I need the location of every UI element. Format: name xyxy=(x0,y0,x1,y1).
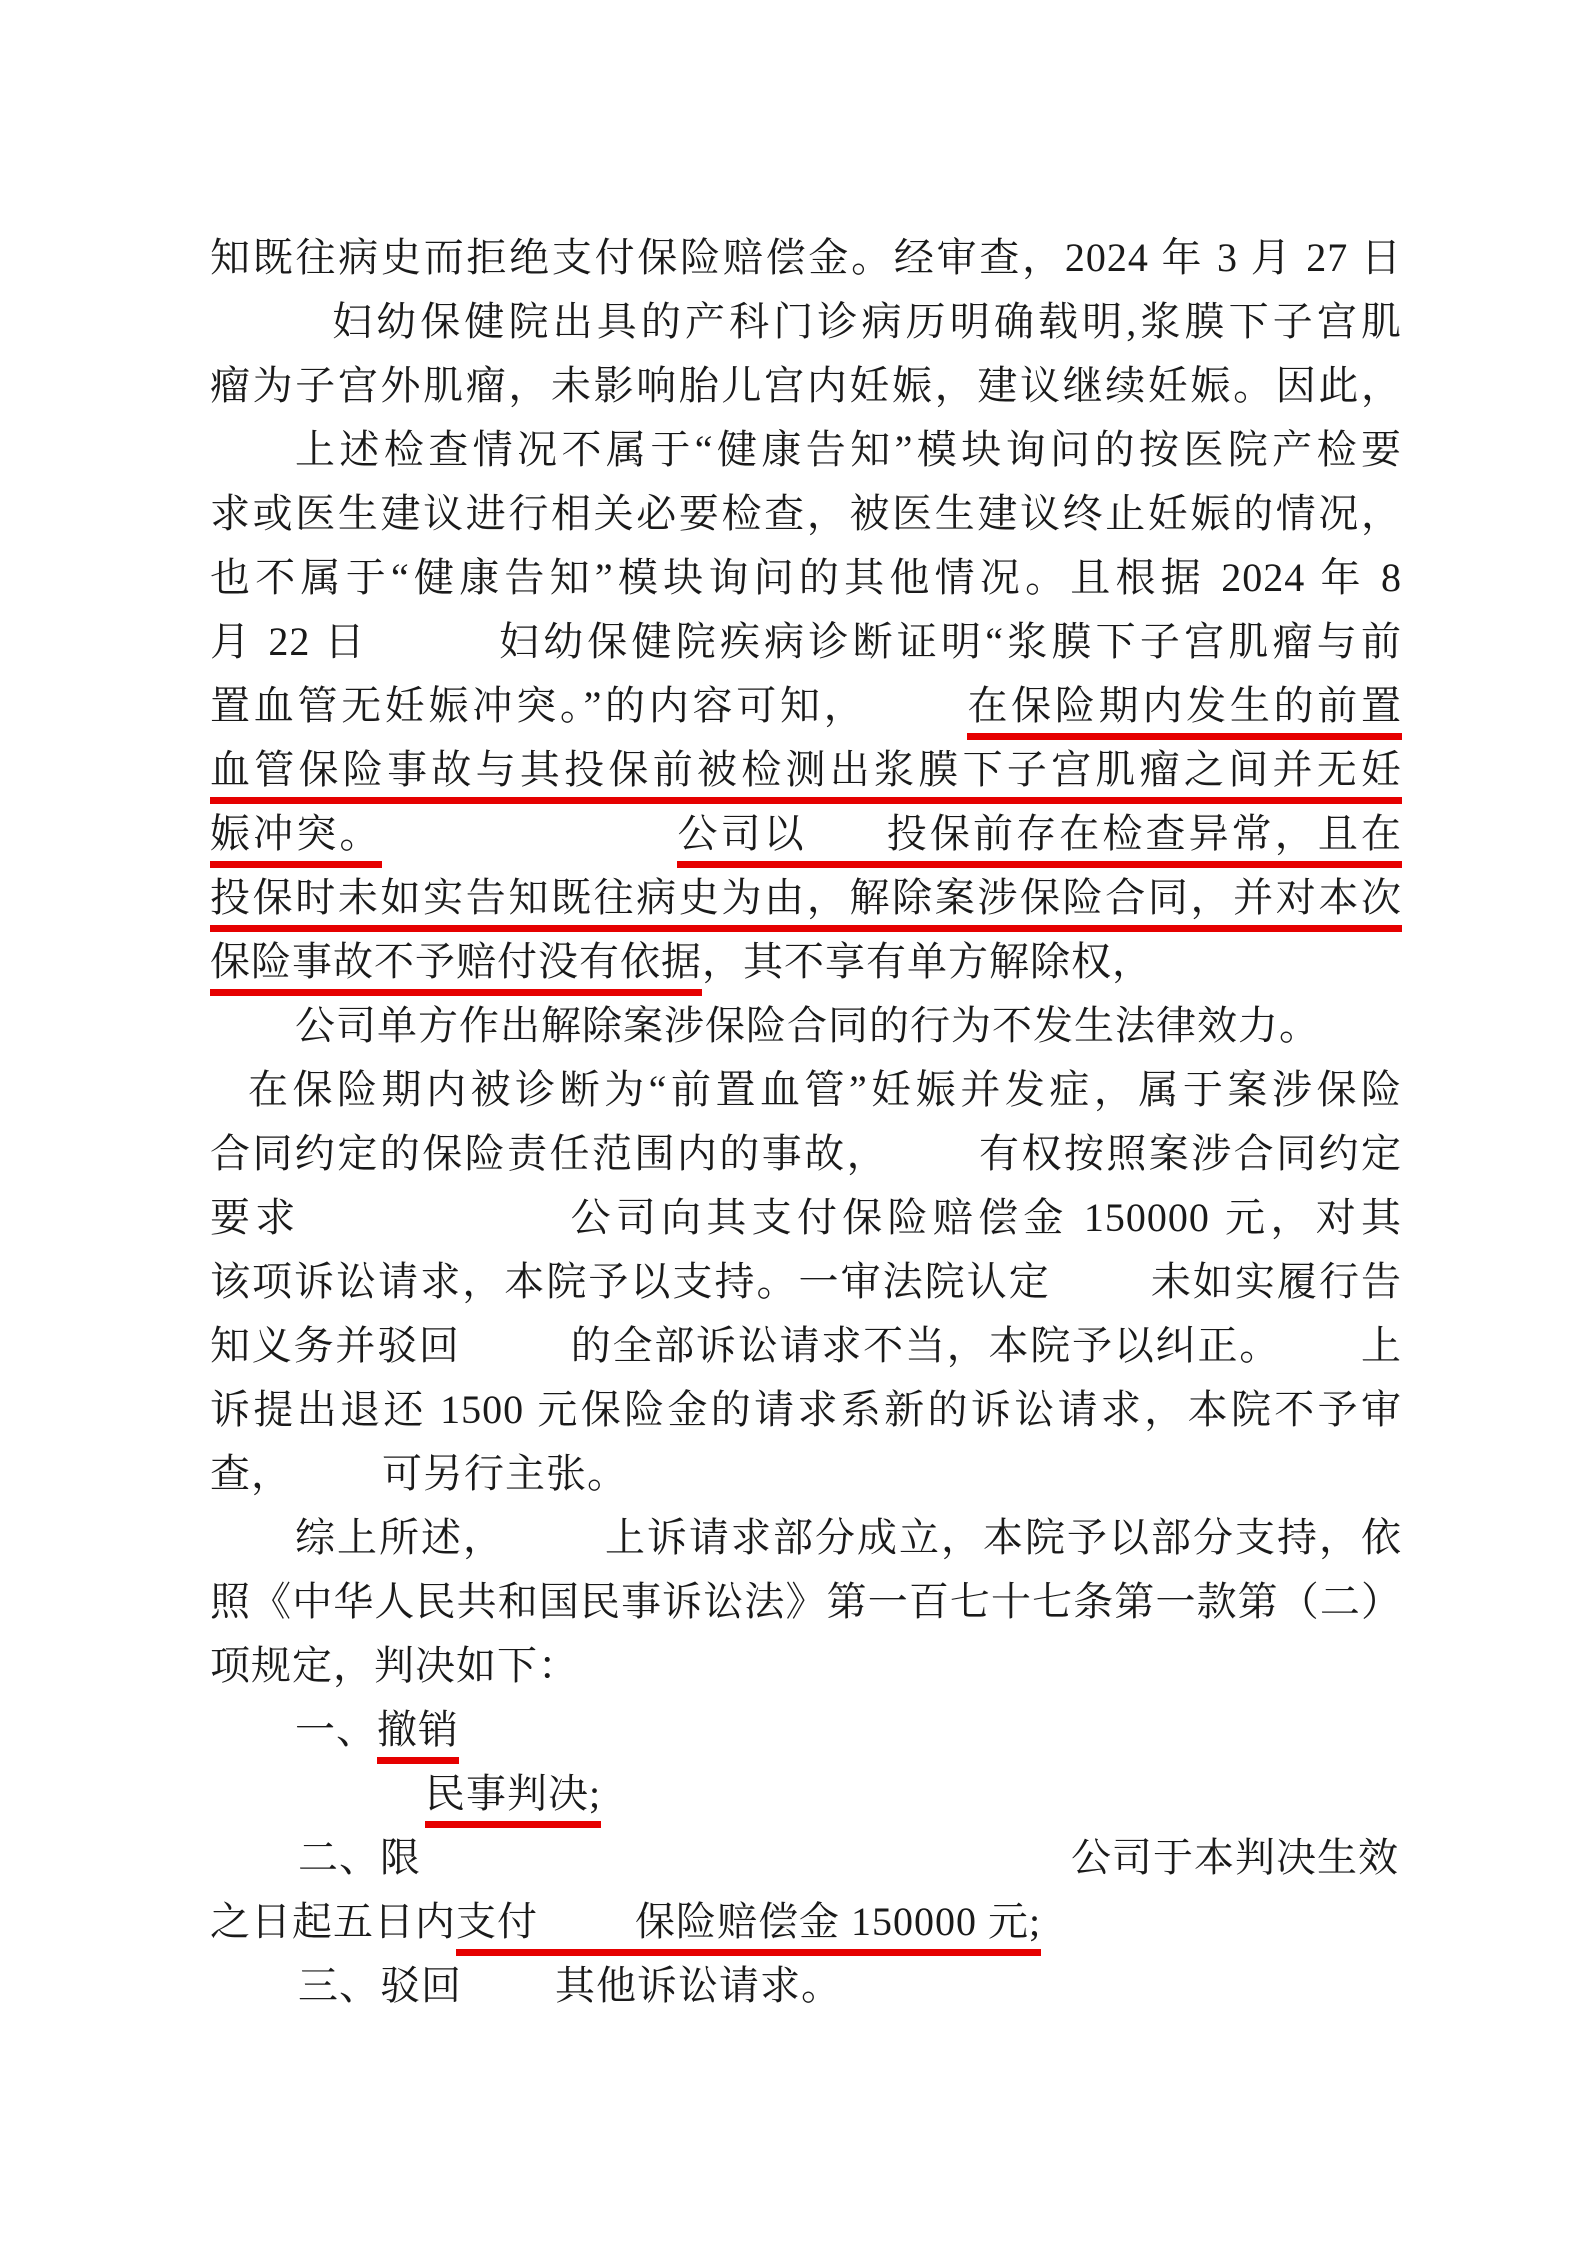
redaction-gap xyxy=(210,427,295,472)
redaction-gap xyxy=(421,1835,1071,1880)
text-segment: 合同约定的保险责任范围内的事故， xyxy=(210,1131,890,1176)
text-line xyxy=(210,1058,1402,1122)
text-segment: 查， xyxy=(210,1451,292,1496)
text-line xyxy=(210,1506,1402,1570)
text-segment: 的全部诉讼请求不当，本院予以纠正。 xyxy=(570,1323,1282,1368)
text-segment: 要求 xyxy=(210,1195,301,1240)
text-line xyxy=(210,1634,1402,1698)
text-line xyxy=(210,546,1402,610)
text-segment: 置血管无妊娠冲突。”的内容可知， xyxy=(210,683,868,728)
red-underlined-text: 投保时未如实告知既往病史为由，解除案涉保险合同，并对本次 xyxy=(210,875,1402,932)
red-underlined-text: 血管保险事故与其投保前被检测出浆膜下子宫肌瘤之间并无妊 xyxy=(210,747,1402,804)
text-segment: 照《中华人民共和国民事诉讼法》第一百七十七条第一款第（二） xyxy=(210,1579,1402,1624)
text-segment: 项规定，判决如下： xyxy=(210,1643,579,1688)
text-line xyxy=(210,1954,1402,2018)
redaction-gap xyxy=(210,1835,298,1880)
redaction-gap xyxy=(210,1771,425,1816)
text-line xyxy=(210,1570,1402,1634)
redaction-gap xyxy=(210,1515,295,1560)
text-line xyxy=(210,1250,1402,1314)
redaction-gap xyxy=(210,299,332,344)
redaction-gap xyxy=(210,1963,298,2008)
text-segment: 可另行主张。 xyxy=(382,1451,628,1496)
text-line xyxy=(210,674,1402,738)
text-line xyxy=(210,1378,1402,1442)
text-line xyxy=(210,1122,1402,1186)
text-segment: 综上所述， xyxy=(295,1515,505,1560)
text-segment: 妇幼保健院出具的产科门诊病历明确载明,浆膜下子宫肌 xyxy=(332,299,1402,344)
redaction-gap xyxy=(301,1195,571,1240)
text-segment: 瘤为子宫外肌瘤，未影响胎儿宫内妊娠，建议继续妊娠。因此， xyxy=(210,363,1402,408)
red-underlined-text: 娠冲突。 xyxy=(210,811,382,868)
red-underlined-text: 民事判决; xyxy=(425,1771,601,1828)
text-line xyxy=(210,226,1402,290)
text-segment: 上述检查情况不属于“健康告知”模块询问的按医院产检要 xyxy=(295,427,1402,472)
text-line xyxy=(210,418,1402,482)
red-underlined-text: 公司以 xyxy=(677,811,806,868)
text-segment: 在保险期内被诊断为“前置血管”妊娠并发症，属于案涉保险 xyxy=(248,1067,1402,1112)
red-underlined-text: 保险赔偿金 150000 元; xyxy=(635,1899,1041,1956)
text-segment: 三、驳回 xyxy=(298,1963,462,2008)
redaction-gap xyxy=(382,811,677,856)
text-segment: 二、限 xyxy=(298,1835,421,1880)
text-line xyxy=(210,1826,1402,1890)
text-line xyxy=(210,290,1402,354)
red-underline-gap xyxy=(538,1899,635,1956)
text-segment: 上诉请求部分成立，本院予以部分支持，依 xyxy=(605,1515,1402,1560)
redaction-gap xyxy=(1281,1323,1361,1368)
redaction-gap xyxy=(462,1963,555,2008)
red-underlined-text: 撤销 xyxy=(377,1707,459,1764)
judgment-text-block xyxy=(210,226,1402,2018)
text-line xyxy=(210,930,1402,994)
text-line xyxy=(210,1186,1402,1250)
text-segment: 一、 xyxy=(295,1707,377,1752)
text-segment: 公司单方作出解除案涉保险合同的行为不发生法律效力。 xyxy=(295,1003,1320,1048)
text-line xyxy=(210,482,1402,546)
redaction-gap xyxy=(1051,1259,1151,1304)
text-segment: 上 xyxy=(1361,1323,1403,1368)
redaction-gap xyxy=(210,1003,295,1048)
redaction-gap xyxy=(461,1323,571,1368)
text-segment: 也不属于“健康告知”模块询问的其他情况。且根据 2024 年 8 xyxy=(210,555,1402,600)
redaction-gap xyxy=(210,1067,248,1112)
red-underlined-text: 投保前存在检查异常，且在 xyxy=(887,811,1402,868)
text-segment: 公司向其支付保险赔偿金 150000 元，对其 xyxy=(570,1195,1403,1240)
red-underline-gap xyxy=(807,811,887,868)
redaction-gap xyxy=(889,1131,979,1176)
red-underlined-text: 在保险期内发生的前置 xyxy=(967,683,1402,740)
text-segment: 公司于本判决生效 xyxy=(1071,1835,1399,1880)
text-line xyxy=(210,866,1402,930)
text-segment: 求或医生建议进行相关必要检查，被医生建议终止妊娠的情况， xyxy=(210,491,1402,536)
text-line xyxy=(210,738,1402,802)
text-segment: 月 22 日 xyxy=(210,619,369,664)
redaction-gap xyxy=(369,619,499,664)
text-line xyxy=(210,1442,1402,1506)
text-segment: 知义务并驳回 xyxy=(210,1323,461,1368)
red-underlined-text: 保险事故不予赔付没有依据 xyxy=(210,939,702,996)
text-segment: 知既往病史而拒绝支付保险赔偿金。经审查，2024 年 3 月 27 日 xyxy=(210,235,1402,280)
text-segment: 有权按照案涉合同约定 xyxy=(979,1131,1403,1176)
text-line xyxy=(210,1762,1402,1826)
text-line xyxy=(210,1698,1402,1762)
text-segment: ，其不享有单方解除权， xyxy=(702,939,1153,984)
redaction-gap xyxy=(210,1707,295,1752)
text-line xyxy=(210,610,1402,674)
text-segment: 妇幼保健院疾病诊断证明“浆膜下子宫肌瘤与前 xyxy=(498,619,1402,664)
redaction-gap xyxy=(292,1451,382,1496)
text-segment: 其他诉讼请求。 xyxy=(555,1963,842,2008)
text-line xyxy=(210,354,1402,418)
text-line xyxy=(210,1890,1402,1954)
text-segment: 诉提出退还 1500 元保险金的请求系新的诉讼请求，本院不予审 xyxy=(210,1387,1402,1432)
text-line xyxy=(210,994,1402,1058)
redaction-gap xyxy=(867,683,967,728)
red-underlined-text: 支付 xyxy=(456,1899,538,1956)
text-line xyxy=(210,802,1402,866)
text-segment: 之日起五日内 xyxy=(210,1899,456,1944)
text-segment: 该项诉讼请求，本院予以支持。一审法院认定 xyxy=(210,1259,1051,1304)
text-segment: 未如实履行告 xyxy=(1150,1259,1403,1304)
text-line xyxy=(210,1314,1402,1378)
redaction-gap xyxy=(505,1515,605,1560)
